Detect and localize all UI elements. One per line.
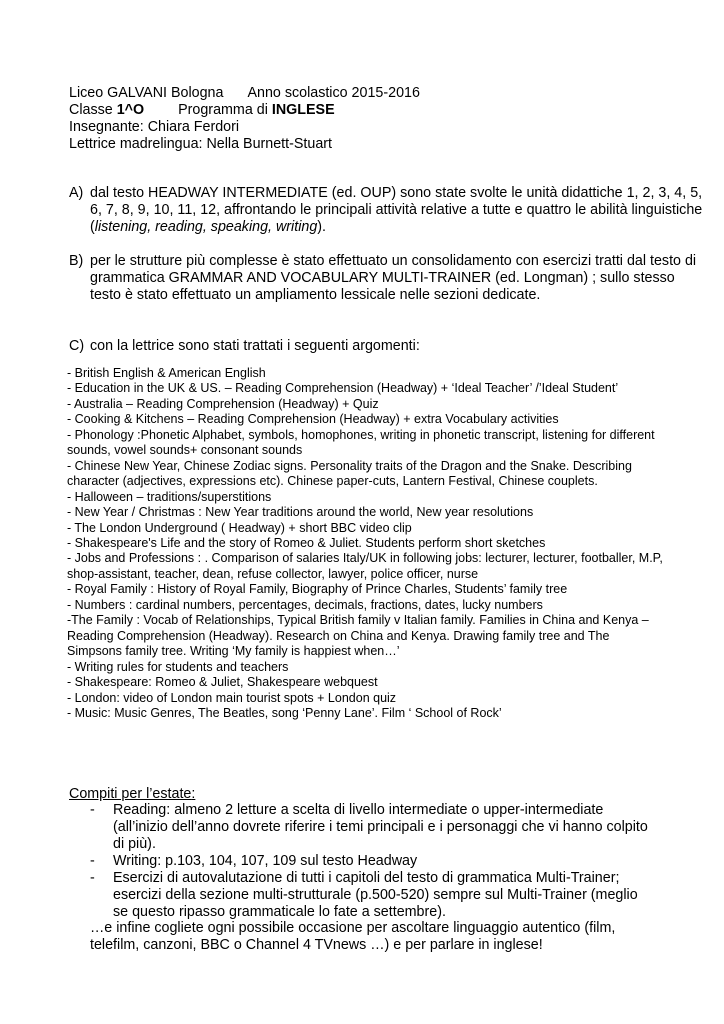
class-label: Classe: [69, 102, 117, 118]
list-item: - London: video of London main tourist spots + London quiz: [67, 690, 397, 705]
school-name: Liceo GALVANI Bologna: [69, 85, 224, 101]
school-year: Anno scolastico 2015-2016: [247, 85, 420, 101]
section-b-letter: B): [69, 253, 84, 269]
document-header: [69, 85, 420, 153]
section-a-letter: A): [69, 185, 84, 201]
section-a: [69, 185, 709, 236]
homework-text: Writing: p.103, 104, 107, 109 sul testo Headway: [113, 853, 418, 869]
homework-dash: -: [90, 870, 95, 886]
section-a-text: dal testo HEADWAY INTERMEDIATE (ed. OUP) sono state svolte le unità didattiche 1, 2, 3, 4, 5, 6, 7, 8, 9, 10, 11, 12, affrontando le principali attività relative a tutte e quattro le abilità linguistiche (listening, reading, speaking, writing).: [90, 185, 703, 235]
list-item: - Shakespeare: Romeo & Juliet, Shakespeare webquest: [67, 675, 378, 690]
list-item: - The London Underground ( Headway) + short BBC video clip: [67, 520, 412, 535]
list-item: - New Year / Christmas : New Year traditions around the world, New year resolutions: [67, 505, 534, 520]
program-label: Programma di: [178, 102, 272, 118]
lecturer-line: Lettrice madrelingua: Nella Burnett-Stuart: [69, 136, 333, 152]
homework-text: Esercizi di autovalutazione di tutti i capitoli del testo di grammatica Multi-Trainer; esercizi della sezione multi-strutturale (p.500-520) sempre sul Multi-Trainer (meglio se questo ripasso grammaticale lo fate a settembre).: [113, 870, 638, 920]
section-c: [69, 338, 709, 355]
list-item: - Chinese New Year, Chinese Zodiac signs. Personality traits of the Dragon and the Snake. Describing character (adjectives, expressions etc). Chinese paper-cuts, Lantern Festival, Chinese couplets.: [67, 458, 632, 489]
list-item: - British English & American English: [67, 366, 266, 380]
school-line: [69, 85, 420, 102]
list-item: - Phonology :Phonetic Alphabet, symbols, homophones, writing in phonetic transcript, listening for different sounds, vowel sounds+ consonant sounds: [67, 427, 655, 458]
list-item: - Cooking & Kitchens – Reading Comprehension (Headway) + extra Vocabulary activities: [67, 412, 559, 427]
homework-item-exercises: [90, 870, 650, 921]
list-item: - Shakespeare's Life and the story of Romeo & Juliet. Students perform short sketches: [67, 535, 546, 550]
homework-dash: -: [90, 853, 95, 869]
homework-item-reading: [90, 802, 650, 853]
list-item: - Halloween – traditions/superstitions: [67, 489, 272, 504]
homework-dash: -: [90, 802, 95, 818]
summer-homework-title: Compiti per l’estate:: [69, 786, 196, 802]
list-item: - Music: Music Genres, The Beatles, song ‘Penny Lane’. Film ‘ School of Rock’: [67, 705, 502, 720]
homework-text: Reading: almeno 2 letture a scelta di livello intermediate o upper-intermediate (all’inizio dell’anno dovrete riferire i temi principali e i personaggi che vi hanno colpito di più).: [113, 802, 648, 852]
section-c-text: con la lettrice sono stati trattati i seguenti argomenti:: [90, 338, 420, 354]
section-c-letter: C): [69, 338, 85, 354]
list-item: -The Family : Vocab of Relationships, Typical British family v Italian family. Families in China and Kenya – Reading Comprehension (Headway). Research on China and Kenya. Drawing family tree and The Simpsons family tree. Writing ‘My family is happiest when…’: [67, 613, 649, 659]
list-item: - Education in the UK & US. – Reading Comprehension (Headway) + ‘Ideal Teacher’ /’Ideal Student’: [67, 381, 619, 396]
skills-list: listening, reading, speaking, writing: [94, 219, 318, 235]
teacher-line: Insegnante: Chiara Ferdori: [69, 119, 240, 135]
list-item: - Jobs and Professions : . Comparison of salaries Italy/UK in following jobs: lecturer, lecturer, footballer, M.P, shop-assistant, teacher, dean, refuse collector, lawyer, police officer, nurse: [67, 551, 663, 581]
list-item: - Writing rules for students and teachers: [67, 659, 289, 674]
class-value: 1^O: [116, 102, 145, 118]
program-subject: INGLESE: [271, 102, 335, 118]
class-line: [69, 102, 420, 119]
homework-item-writing: [90, 853, 650, 870]
closing-note: …e infine cogliete ogni possibile occasione per ascoltare linguaggio autentico (film, telefilm, canzoni, BBC o Channel 4 TVnews …) e per parlare in inglese!: [90, 920, 616, 953]
list-item: - Royal Family : History of Royal Family, Biography of Prince Charles, Students’ family tree: [67, 582, 568, 597]
section-b: [69, 253, 709, 304]
list-item: - Australia – Reading Comprehension (Headway) + Quiz: [67, 396, 379, 411]
topics-list: [67, 366, 667, 721]
list-item: - Numbers : cardinal numbers, percentages, decimals, fractions, dates, lucky numbers: [67, 597, 543, 612]
section-b-text: per le strutture più complesse è stato effettuato un consolidamento con esercizi tratti dal testo di grammatica GRAMMAR AND VOCABULARY MULTI-TRAINER (ed. Longman) ; sullo stesso testo è stato effettuato un ampliamento lessicale nelle sezioni dedicate.: [90, 253, 697, 303]
